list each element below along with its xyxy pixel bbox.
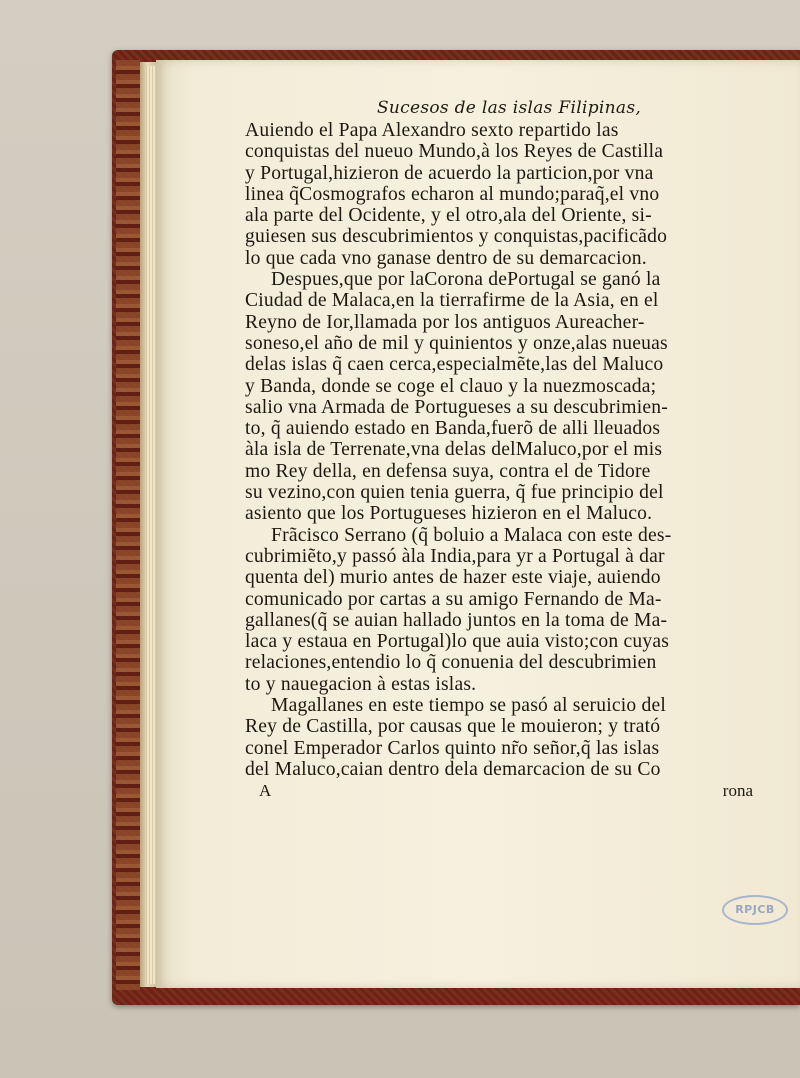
text-line: Despues,que por laCorona dePortugal se ganó la bbox=[271, 269, 661, 291]
text-line: to, q̃ auiendo estado en Banda,fuerõ de alli lleuados bbox=[245, 418, 661, 440]
text-line: Auiendo el Papa Alexandro sexto repartido las bbox=[245, 120, 619, 141]
text-line: del Maluco,caian dentro dela demarcacion de su Co bbox=[245, 758, 661, 780]
text-line: Frãcisco Serrano (q̃ boluio a Malaca con este des- bbox=[271, 524, 672, 546]
text-line: Magallanes en este tiempo se pasó al seruicio del bbox=[271, 695, 667, 717]
text-line: asiento que los Portugueses hizieron en el Maluco. bbox=[245, 503, 653, 525]
page-footer bbox=[245, 780, 773, 802]
page-stack bbox=[146, 66, 156, 984]
library-stamp: RPJCB bbox=[722, 895, 788, 925]
text-line: salio vna Armada de Portugueses a su descubrimien- bbox=[245, 396, 668, 418]
cover-tooling bbox=[116, 60, 140, 990]
text-line: su vezino,con quien tenia guerra, q̃ fue principio del bbox=[245, 482, 664, 504]
text-line: conel Emperador Carlos quinto nr̃o señor,q̃ las islas bbox=[245, 737, 660, 759]
running-head: Sucesos de las islas Filipinas, bbox=[376, 98, 642, 118]
text-line: laca y estaua en Portugal)lo que auia visto;con cuyas bbox=[245, 631, 670, 653]
text-line: lo que cada vno ganase dentro de su demarcacion. bbox=[245, 247, 647, 269]
text-line: Reyno de Ior,llamada por los antiguos Aureacher- bbox=[245, 311, 645, 333]
text-line: linea q̃Cosmografos echaron al mundo;paraq̃,el vno bbox=[245, 183, 660, 205]
text-line: y Banda, donde se coge el clauo y la nuezmoscada; bbox=[245, 375, 657, 397]
text-line: àla isla de Terrenate,vna delas delMaluco,por el mis bbox=[245, 439, 663, 461]
body-text bbox=[245, 120, 773, 780]
signature-mark: A bbox=[259, 781, 272, 801]
text-line: delas islas q̃ caen cerca,especialmẽte,las del Maluco bbox=[245, 354, 664, 376]
text-line: quenta del) murio antes de hazer este viaje, auiendo bbox=[245, 567, 661, 589]
page-content bbox=[245, 96, 773, 802]
text-line: Ciudad de Malaca,en la tierrafirme de la Asia, en el bbox=[245, 290, 659, 312]
text-line: conquistas del nueuo Mundo,à los Reyes de Castilla bbox=[245, 141, 664, 163]
text-line: Rey de Castilla, por causas que le mouieron; y trató bbox=[245, 716, 661, 738]
catchword: rona bbox=[722, 781, 753, 801]
text-line: y Portugal,hizieron de acuerdo la particion,por vna bbox=[245, 162, 654, 184]
text-line: mo Rey della, en defensa suya, contra el de Tidore bbox=[245, 460, 651, 482]
text-line: gallanes(q̃ se auian hallado juntos en la toma de Ma- bbox=[245, 609, 668, 631]
text-line: cubrimiẽto,y passó àla India,para yr a Portugal à dar bbox=[245, 545, 665, 567]
text-line: comunicado por cartas a su amigo Fernando de Ma- bbox=[245, 588, 662, 610]
text-line: guiesen sus descubrimientos y conquistas,pacificãdo bbox=[245, 226, 668, 248]
text-line: to y nauegacion à estas islas. bbox=[245, 673, 477, 695]
text-line: ala parte del Ocidente, y el otro,ala del Oriente, si- bbox=[245, 205, 652, 227]
text-line: soneso,el año de mil y quinientos y onze,alas nueuas bbox=[245, 332, 668, 354]
text-line: relaciones,entendio lo q̃ conuenia del descubrimien bbox=[245, 652, 657, 674]
